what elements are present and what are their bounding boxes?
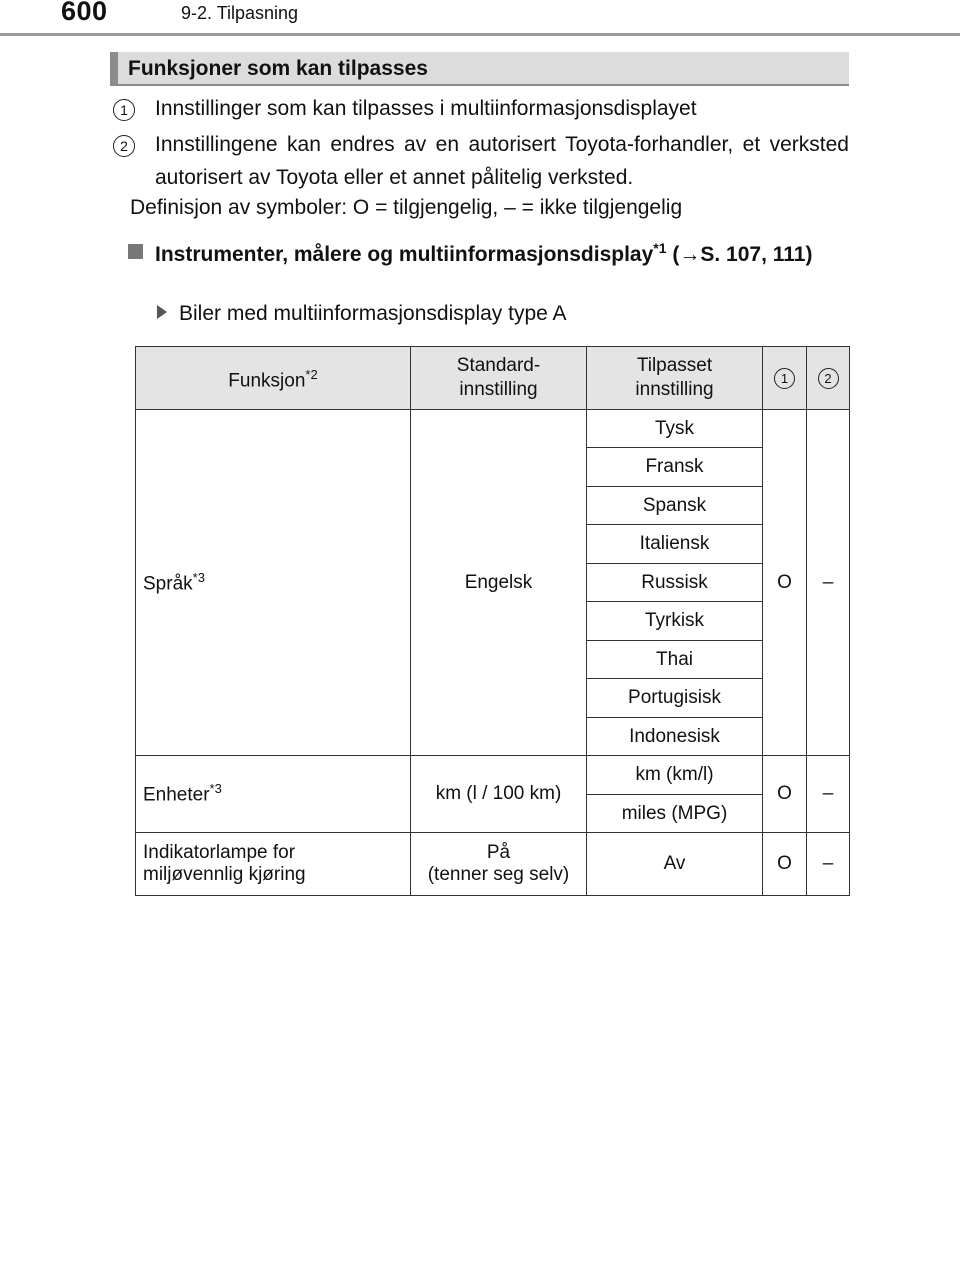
function-cell: Indikatorlampe for miljøvennlig kjøring	[136, 833, 411, 896]
subsection-title: Instrumenter, målere og multiinformasjonsdisplay	[155, 243, 654, 266]
option-cell: Av	[587, 833, 763, 896]
option-cell: Russisk	[587, 564, 763, 602]
option-cell: Tysk	[587, 410, 763, 448]
number-badge-2: 2	[818, 368, 839, 389]
option-cell: Italiensk	[587, 525, 763, 564]
option-cell: Portugisisk	[587, 679, 763, 718]
col-2-cell: –	[807, 410, 850, 756]
number-badge-1: 1	[113, 99, 135, 121]
default-cell: Engelsk	[411, 410, 587, 756]
number-badge-1: 1	[774, 368, 795, 389]
option-cell: km (km/l)	[587, 756, 763, 795]
function-cell: Språk$^{*3}$	[136, 410, 411, 756]
default-cell: På (tenner seg selv)	[411, 833, 587, 896]
header-default: Standard- innstilling	[411, 347, 587, 410]
option-cell: Tyrkisk	[587, 602, 763, 641]
table-row	[136, 410, 850, 448]
customization-table	[135, 346, 850, 896]
number-badge-2: 2	[113, 135, 135, 157]
numbered-item-1	[113, 92, 849, 125]
table-row	[136, 756, 850, 795]
section-heading-box	[110, 52, 849, 86]
option-cell: Indonesisk	[587, 718, 763, 756]
table-row	[136, 833, 850, 896]
header-custom: Tilpasset innstilling	[587, 347, 763, 410]
col-2-cell: –	[807, 756, 850, 833]
option-cell: Thai	[587, 641, 763, 679]
section-title: Funksjoner som kan tilpasses	[128, 57, 428, 80]
header-col-2	[807, 347, 850, 410]
symbol-definitions: Definisjon av symboler: O = tilgjengelig, – = ikke tilgjengelig	[130, 196, 683, 219]
numbered-item-2	[113, 128, 849, 194]
chapter-title: 9-2. Tilpasning	[181, 3, 299, 23]
col-1-cell: O	[763, 833, 807, 896]
page-reference: (→S. 107, 111)	[666, 243, 813, 266]
function-cell: Enheter$^{*3}$	[136, 756, 411, 833]
page-number: 600	[61, 0, 108, 26]
option-cell: miles (MPG)	[587, 795, 763, 833]
option-cell: Spansk	[587, 487, 763, 525]
triangle-bullet-icon	[157, 305, 167, 319]
footnote-marker: *1	[653, 240, 667, 256]
col-1-cell: O	[763, 410, 807, 756]
subsection-heading	[128, 232, 848, 271]
header-col-1	[763, 347, 807, 410]
numbered-item-text: Innstillingene kan endres av en autorisert Toyota-forhandler, et verksted autorisert av Toyota eller et annet pålitelig verksted.	[155, 133, 849, 189]
col-2-cell: –	[807, 833, 850, 896]
header-rule	[0, 33, 960, 36]
default-cell: km (l / 100 km)	[411, 756, 587, 833]
col-1-cell: O	[763, 756, 807, 833]
bullet-text: Biler med multiinformasjonsdisplay type A	[179, 302, 567, 325]
square-bullet-icon	[128, 244, 143, 259]
table-header-row	[136, 347, 850, 410]
section-heading-bar	[110, 52, 118, 84]
bullet-line	[157, 302, 567, 326]
numbered-item-text: Innstillinger som kan tilpasses i multiinformasjonsdisplayet	[155, 97, 697, 120]
header-function: Funksjon$^{*2}$	[136, 347, 411, 410]
option-cell: Fransk	[587, 448, 763, 487]
